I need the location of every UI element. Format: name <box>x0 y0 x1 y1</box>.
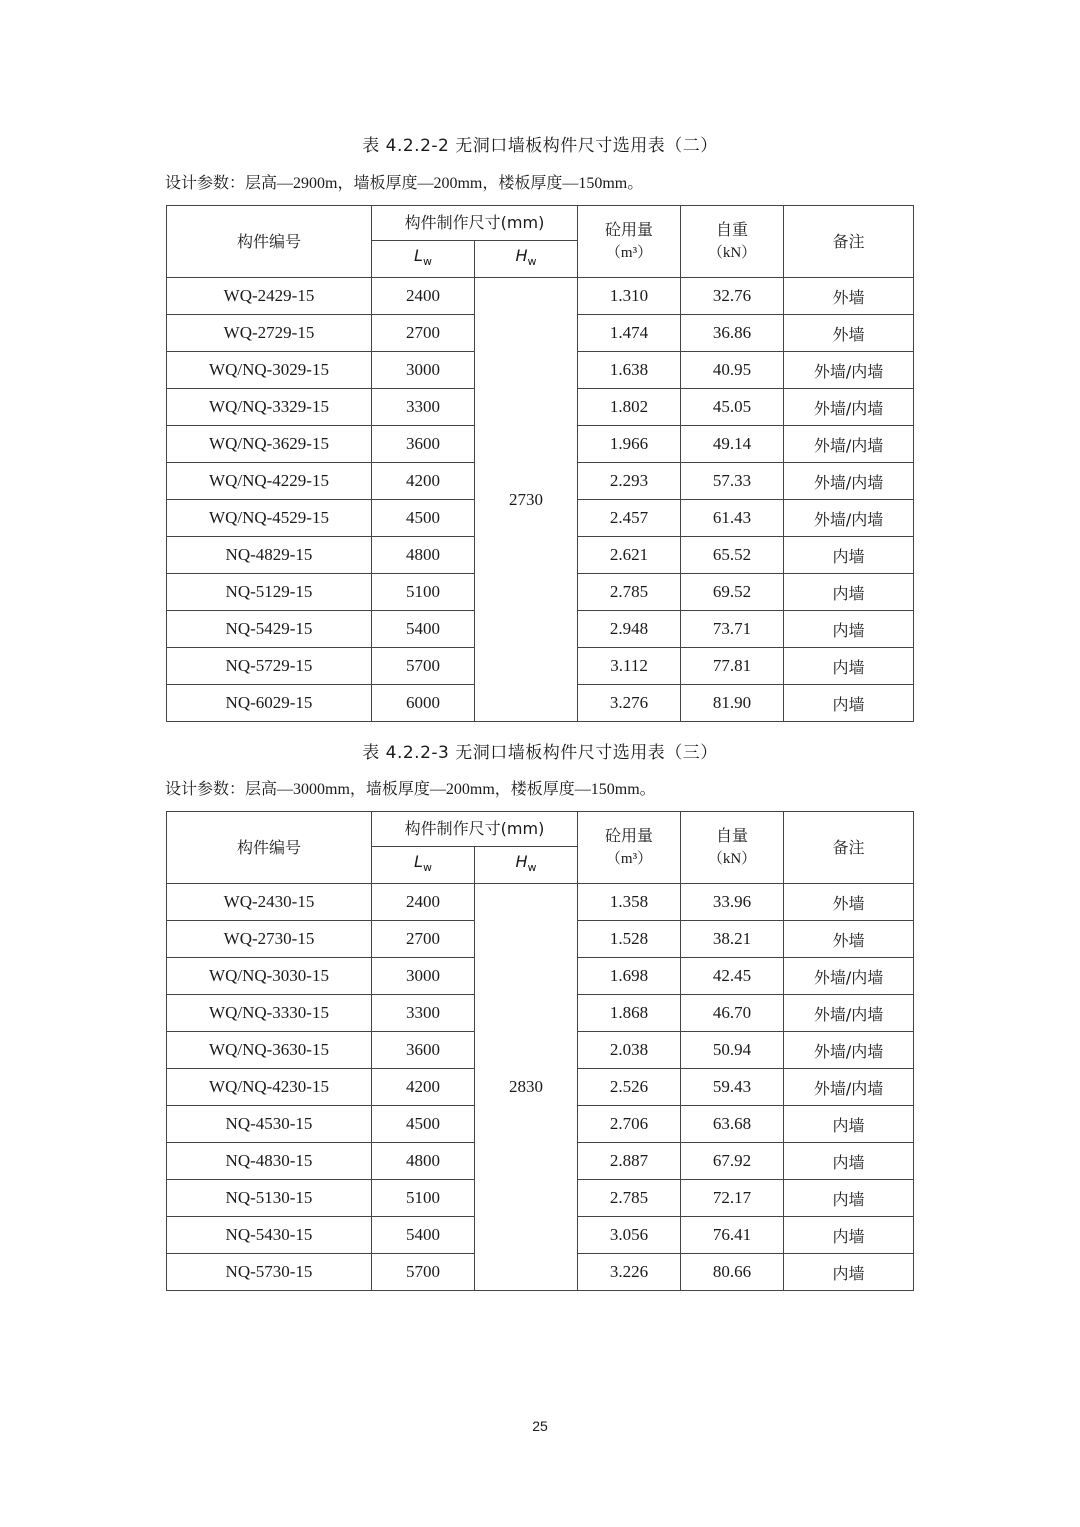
cell-note: 外墙/内墙 <box>784 426 914 463</box>
cell-weight: 72.17 <box>681 1180 784 1217</box>
header-weight-unit: （kN） <box>707 245 757 261</box>
cell-code: WQ/NQ-3630-15 <box>167 1032 372 1069</box>
cell-code: WQ/NQ-3329-15 <box>167 389 372 426</box>
cell-code: NQ-4530-15 <box>167 1106 372 1143</box>
cell-concrete: 3.056 <box>578 1217 681 1254</box>
cell-weight: 32.76 <box>681 278 784 315</box>
header-weight-label: 自量 <box>716 826 749 845</box>
cell-code: NQ-6029-15 <box>167 685 372 722</box>
header-concrete-unit: （m³） <box>605 245 653 261</box>
cell-code: WQ/NQ-3330-15 <box>167 995 372 1032</box>
cell-code: WQ/NQ-3029-15 <box>167 352 372 389</box>
cell-concrete: 1.802 <box>578 389 681 426</box>
cell-lw: 3600 <box>372 1032 475 1069</box>
cell-code: NQ-5730-15 <box>167 1254 372 1291</box>
header-hw-letter: H <box>515 245 528 265</box>
cell-concrete: 1.474 <box>578 315 681 352</box>
cell-note: 内墙 <box>784 1254 914 1291</box>
cell-concrete: 3.112 <box>578 648 681 685</box>
cell-concrete: 2.457 <box>578 500 681 537</box>
cell-weight: 80.66 <box>681 1254 784 1291</box>
header-lw-letter: L <box>414 245 423 265</box>
cell-note: 外墙/内墙 <box>784 995 914 1032</box>
cell-weight: 67.92 <box>681 1143 784 1180</box>
header-weight-label: 自重 <box>716 220 749 239</box>
header-lw-subscript: w <box>422 861 432 875</box>
header-lw-subscript: w <box>422 255 432 269</box>
header-lw-symbol <box>414 851 432 875</box>
header-hw-symbol <box>515 245 537 269</box>
header-concrete-label: 砼用量 <box>605 220 654 239</box>
cell-note: 外墙/内墙 <box>784 389 914 426</box>
cell-concrete: 1.528 <box>578 921 681 958</box>
cell-note: 外墙/内墙 <box>784 500 914 537</box>
cell-weight: 57.33 <box>681 463 784 500</box>
cell-note: 内墙 <box>784 537 914 574</box>
cell-lw: 4500 <box>372 1106 475 1143</box>
cell-concrete: 1.868 <box>578 995 681 1032</box>
cell-concrete: 2.887 <box>578 1143 681 1180</box>
cell-code: WQ-2430-15 <box>167 884 372 921</box>
cell-lw: 5100 <box>372 1180 475 1217</box>
header-hw <box>475 847 578 884</box>
cell-weight: 49.14 <box>681 426 784 463</box>
cell-weight: 63.68 <box>681 1106 784 1143</box>
cell-concrete: 2.785 <box>578 1180 681 1217</box>
header-lw <box>372 847 475 884</box>
cell-concrete: 2.293 <box>578 463 681 500</box>
cell-lw: 5400 <box>372 1217 475 1254</box>
cell-lw: 6000 <box>372 685 475 722</box>
cell-code: WQ/NQ-4529-15 <box>167 500 372 537</box>
cell-note: 内墙 <box>784 1106 914 1143</box>
header-hw-subscript: w <box>527 861 537 875</box>
cell-note: 内墙 <box>784 1180 914 1217</box>
cell-note: 外墙/内墙 <box>784 463 914 500</box>
cell-weight: 59.43 <box>681 1069 784 1106</box>
cell-weight: 50.94 <box>681 1032 784 1069</box>
cell-lw: 4200 <box>372 1069 475 1106</box>
table-1-title: 表 4.2.2-2 无洞口墙板构件尺寸选用表（二） <box>362 136 718 156</box>
header-code: 构件编号 <box>167 206 372 278</box>
cell-note: 外墙 <box>784 921 914 958</box>
cell-hw: 2730 <box>475 278 578 722</box>
cell-weight: 69.52 <box>681 574 784 611</box>
header-note: 备注 <box>784 812 914 884</box>
header-hw-symbol <box>515 851 537 875</box>
cell-code: NQ-5729-15 <box>167 648 372 685</box>
header-note: 备注 <box>784 206 914 278</box>
cell-note: 外墙/内墙 <box>784 958 914 995</box>
header-weight <box>681 812 784 884</box>
cell-code: NQ-5430-15 <box>167 1217 372 1254</box>
header-concrete <box>578 812 681 884</box>
table-2-title: 表 4.2.2-3 无洞口墙板构件尺寸选用表（三） <box>362 743 718 763</box>
cell-weight: 36.86 <box>681 315 784 352</box>
cell-lw: 5700 <box>372 1254 475 1291</box>
header-concrete-unit: （m³） <box>605 851 653 867</box>
header-hw <box>475 241 578 278</box>
cell-lw: 3300 <box>372 995 475 1032</box>
header-size: 构件制作尺寸(mm) <box>372 206 578 241</box>
header-code: 构件编号 <box>167 812 372 884</box>
cell-code: WQ-2429-15 <box>167 278 372 315</box>
cell-concrete: 1.310 <box>578 278 681 315</box>
cell-concrete: 2.038 <box>578 1032 681 1069</box>
cell-lw: 3600 <box>372 426 475 463</box>
cell-note: 外墙 <box>784 278 914 315</box>
cell-concrete: 2.948 <box>578 611 681 648</box>
cell-note: 内墙 <box>784 648 914 685</box>
cell-weight: 81.90 <box>681 685 784 722</box>
cell-weight: 40.95 <box>681 352 784 389</box>
header-lw <box>372 241 475 278</box>
cell-weight: 42.45 <box>681 958 784 995</box>
cell-note: 内墙 <box>784 1143 914 1180</box>
cell-lw: 5100 <box>372 574 475 611</box>
table-row <box>167 884 914 921</box>
cell-code: NQ-5429-15 <box>167 611 372 648</box>
cell-code: WQ/NQ-4229-15 <box>167 463 372 500</box>
cell-concrete: 2.526 <box>578 1069 681 1106</box>
cell-code: NQ-4830-15 <box>167 1143 372 1180</box>
header-weight <box>681 206 784 278</box>
table-2 <box>166 811 914 1291</box>
table-1-body <box>167 278 914 722</box>
cell-note: 内墙 <box>784 1217 914 1254</box>
header-lw-symbol <box>414 245 432 269</box>
cell-note: 外墙/内墙 <box>784 1069 914 1106</box>
cell-weight: 76.41 <box>681 1217 784 1254</box>
cell-weight: 46.70 <box>681 995 784 1032</box>
table-2-body <box>167 884 914 1291</box>
cell-note: 外墙 <box>784 884 914 921</box>
cell-code: WQ-2729-15 <box>167 315 372 352</box>
table-row <box>167 278 914 315</box>
cell-concrete: 3.226 <box>578 1254 681 1291</box>
cell-code: WQ/NQ-3629-15 <box>167 426 372 463</box>
cell-lw: 3000 <box>372 352 475 389</box>
cell-note: 内墙 <box>784 685 914 722</box>
header-concrete <box>578 206 681 278</box>
cell-lw: 3000 <box>372 958 475 995</box>
cell-weight: 65.52 <box>681 537 784 574</box>
table-2-design-params: 设计参数：层高—3000mm，墙板厚度—200mm，楼板厚度—150mm。 <box>165 781 656 798</box>
cell-lw: 2700 <box>372 921 475 958</box>
page-number: 25 <box>532 1418 548 1434</box>
cell-code: WQ/NQ-3030-15 <box>167 958 372 995</box>
cell-lw: 4200 <box>372 463 475 500</box>
cell-code: NQ-5130-15 <box>167 1180 372 1217</box>
cell-code: WQ-2730-15 <box>167 921 372 958</box>
cell-weight: 61.43 <box>681 500 784 537</box>
header-lw-letter: L <box>414 851 423 871</box>
cell-lw: 4800 <box>372 537 475 574</box>
cell-code: NQ-5129-15 <box>167 574 372 611</box>
cell-weight: 45.05 <box>681 389 784 426</box>
cell-lw: 5700 <box>372 648 475 685</box>
cell-note: 外墙/内墙 <box>784 352 914 389</box>
cell-lw: 5400 <box>372 611 475 648</box>
cell-weight: 77.81 <box>681 648 784 685</box>
cell-concrete: 2.706 <box>578 1106 681 1143</box>
table-1-design-params: 设计参数：层高—2900m，墙板厚度—200mm，楼板厚度—150mm。 <box>165 175 644 192</box>
header-weight-unit: （kN） <box>707 851 757 867</box>
cell-concrete: 1.358 <box>578 884 681 921</box>
header-hw-letter: H <box>515 851 528 871</box>
cell-concrete: 3.276 <box>578 685 681 722</box>
cell-concrete: 2.621 <box>578 537 681 574</box>
cell-note: 内墙 <box>784 574 914 611</box>
header-concrete-label: 砼用量 <box>605 826 654 845</box>
cell-weight: 73.71 <box>681 611 784 648</box>
cell-concrete: 2.785 <box>578 574 681 611</box>
cell-concrete: 1.698 <box>578 958 681 995</box>
cell-lw: 2400 <box>372 884 475 921</box>
cell-concrete: 1.638 <box>578 352 681 389</box>
cell-lw: 4800 <box>372 1143 475 1180</box>
cell-note: 内墙 <box>784 611 914 648</box>
cell-code: NQ-4829-15 <box>167 537 372 574</box>
cell-lw: 2700 <box>372 315 475 352</box>
header-hw-subscript: w <box>527 255 537 269</box>
cell-lw: 4500 <box>372 500 475 537</box>
cell-lw: 2400 <box>372 278 475 315</box>
header-size: 构件制作尺寸(mm) <box>372 812 578 847</box>
table-1 <box>166 205 914 722</box>
cell-hw: 2830 <box>475 884 578 1291</box>
cell-lw: 3300 <box>372 389 475 426</box>
cell-note: 外墙 <box>784 315 914 352</box>
cell-weight: 38.21 <box>681 921 784 958</box>
cell-note: 外墙/内墙 <box>784 1032 914 1069</box>
cell-weight: 33.96 <box>681 884 784 921</box>
cell-code: WQ/NQ-4230-15 <box>167 1069 372 1106</box>
cell-concrete: 1.966 <box>578 426 681 463</box>
